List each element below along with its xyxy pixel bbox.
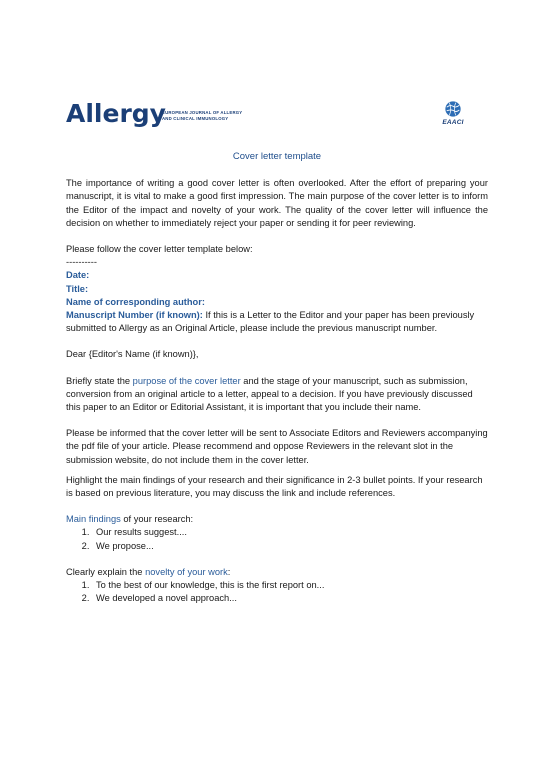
journal-logo: Allergy — [66, 99, 166, 128]
highlight-paragraph: Highlight the main findings of your research and their significance in 2-3 bullet points. If your research is based on previous literature, you may discuss the link and include references. — [66, 474, 483, 499]
findings-highlight: Main findings — [66, 514, 121, 525]
manuscript-number-paragraph — [66, 309, 488, 335]
manuscript-number-label: Manuscript Number (if known): — [66, 310, 203, 321]
purpose-paragraph — [66, 375, 488, 415]
journal-subtitle-line2: AND CLINICAL IMMUNOLOGY — [162, 116, 229, 121]
findings-list — [66, 526, 488, 552]
list-item: 1. Our results suggest.... — [92, 526, 488, 539]
journal-subtitle-line1: EUROPEAN JOURNAL OF ALLERGY — [162, 110, 243, 115]
purpose-pre: Briefly state the — [66, 375, 133, 386]
novelty-highlight: novelty of your work — [145, 566, 228, 577]
separator-dashes: ---------- — [66, 257, 97, 268]
findings-heading — [66, 513, 488, 526]
date-label: Date: — [66, 270, 90, 281]
journal-header — [66, 98, 470, 130]
manuscript-number-text: If this is a Letter to the Editor and your paper has been previously submitted to Allergy as an Original Article, please include the previous manuscript number. — [66, 310, 475, 334]
corresponding-author-label: Name of corresponding author: — [66, 296, 205, 307]
globe-icon — [444, 100, 462, 118]
purpose-post: and the stage of your manuscript, such as submission, conversion from an original article to a letter, appeal to a decision. If you have previously discussed this paper to an Editor or Editorial Assistant, it is important that you include their name. — [66, 375, 473, 413]
novelty-list — [66, 579, 488, 605]
list-item: 2. We developed a novel approach... — [92, 592, 488, 605]
salutation: Dear {Editor's Name (if known)}, — [66, 349, 199, 360]
title-label: Title: — [66, 283, 89, 294]
intro-paragraph: The importance of writing a good cover letter is often overlooked. After the effort of preparing your manuscript, it is vital to make a good first impression. The main purpose of the cover letter is to inform the Editor of the impact and novelty of your work. The quality of the cover letter will influence the decision on whether to immediately reject your paper or sending it for peer reviewing. — [66, 178, 488, 228]
eaaci-label: EAACI — [442, 119, 464, 126]
informed-paragraph: Please be informed that the cover letter will be sent to Associate Editors and Reviewers accompanying the pdf file of your article. Please recommend and oppose Reviewers in the relevant slot in the submission website, do not include them in the cover letter. — [66, 428, 488, 465]
findings-post: of your research: — [120, 514, 194, 525]
journal-subtitle — [162, 110, 242, 122]
list-item: 2. We propose... — [92, 540, 488, 553]
document-title: Cover letter template — [232, 151, 322, 162]
list-item: 1. To the best of our knowledge, this is the first report on... — [92, 579, 488, 592]
novelty-pre: Clearly explain the — [66, 566, 146, 577]
purpose-highlight: purpose of the cover letter — [132, 375, 241, 386]
novelty-heading — [66, 566, 488, 579]
eaaci-logo — [436, 98, 470, 130]
novelty-post: : — [227, 566, 231, 577]
document-body — [66, 150, 488, 605]
follow-instruction: Please follow the cover letter template below: — [66, 244, 253, 255]
